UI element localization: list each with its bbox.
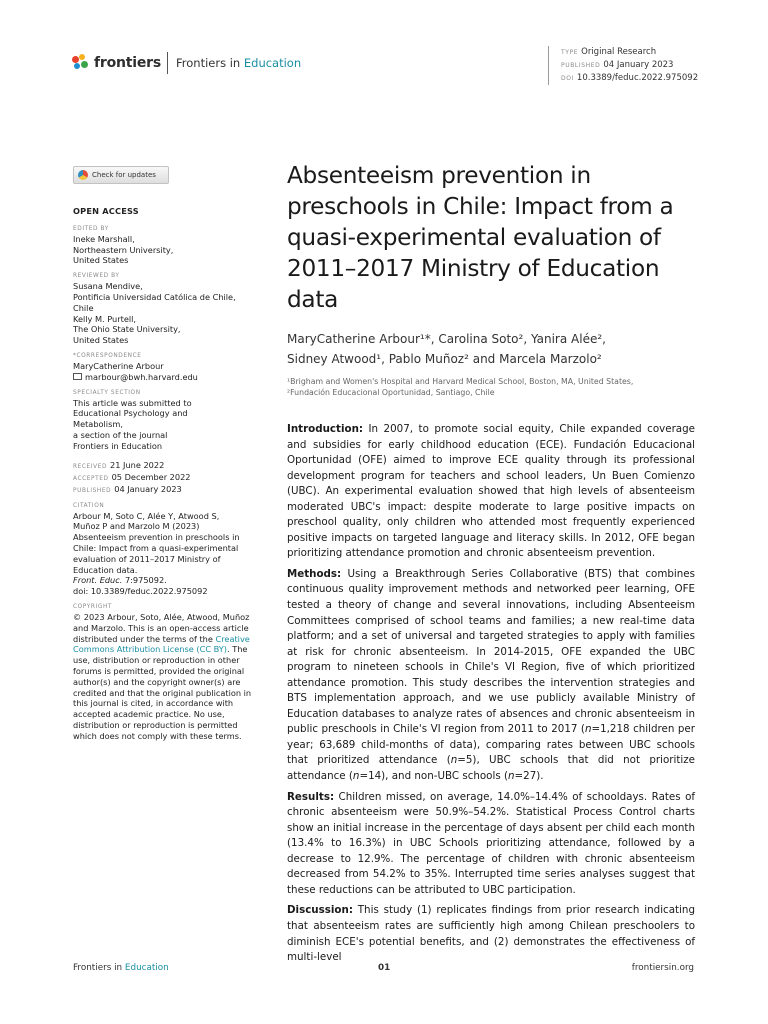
meta-type: TYPE Original Research — [561, 47, 657, 57]
correspondence: MaryCatherine Arbour marbour@bwh.harvard.edu — [73, 361, 253, 383]
check-updates-icon — [78, 170, 88, 180]
reviewed-by-label: REVIEWED BY — [73, 273, 120, 280]
frontiers-logo-icon — [72, 54, 90, 72]
license-link-2[interactable]: Commons Attribution License (CC BY) — [73, 644, 227, 655]
abstract-results: Results: Children missed, on average, 14.0%–14.4% of schooldays. Rates of chronic absenteeism were 50.9%–54.2%. Statistical Process Control charts show an initial increase in the percentage of days absent per child each month (13.4% to 16.3%) in UBC Schools prioritizing attendance, followed by a decrease to 12.9%. The percentage of children with chronic absenteeism decreased from 54.2% to 35%. Interrupted time series analyses suggest that these reductions can be attributed to UBC participation. — [287, 790, 695, 896]
meta-published: PUBLISHED 04 January 2023 — [561, 60, 674, 70]
dates: RECEIVED 21 June 2022 ACCEPTED 05 December 2022 PUBLISHED 04 January 2023 — [73, 459, 191, 494]
abstract-discussion: Discussion: This study (1) replicates findings from prior research indicating that absenteeism rates are sufficiently high among Chilean preschoolers to diminish ECE's potential benefits, and (2) demonstrates the effectiveness of multi-level — [287, 904, 695, 964]
meta-doi: DOI 10.3389/feduc.2022.975092 — [561, 73, 699, 83]
article — [287, 160, 695, 971]
authors: MaryCatherine Arbour¹*, Carolina Soto², Yanira Alée², Sidney Atwood¹, Pablo Muñoz² and Marcela Marzolo² — [287, 332, 606, 366]
journal-name[interactable]: Frontiers in Education — [167, 52, 301, 74]
affiliations: ¹Brigham and Women's Hospital and Harvard Medical School, Boston, MA, United States, ²Fundación Educacional Oportunidad, Santiago, Chile — [287, 377, 634, 397]
envelope-icon — [73, 373, 82, 380]
article-meta — [548, 46, 698, 85]
specialty-label: SPECIALTY SECTION — [73, 389, 141, 396]
citation: Arbour M, Soto C, Alée Y, Atwood S, Muñoz P and Marzolo M (2023) Absenteeism prevention in preschools in Chile: Impact from a quasi-experimental evaluation of 2011–2017 Ministry of Education data. Front. Educ. 7:975092. doi: 10.3389/feduc.2022.975092 — [73, 510, 240, 597]
logo-text: frontiers — [94, 55, 162, 71]
abstract-methods: Methods: Using a Breakthrough Series Collaborative (BTS) that combines continuous quality improvement methods and networked peer learning, OFE tested a theory of change and several innovations, including Absenteeism Committees comprised of school teams and families; a new real-time data platform; and a set of universal and targeted strategies to apply with families at risk for chronic absenteeism. In 2014-2015, OFE expanded the UBC program to nineteen schools in Chile's VI Region, five of which prioritized attendance promotion. This study describes the intervention strategies and BTS implementation approach, and we use publicly available Ministry of Education databases to analyze rates of absences and chronic absenteeism in public preschools in Chile's VI region from 2011 to 2017 (n=1,218 children per year; 63,689 child-months of data), comparing rates between UBC schools that prioritized attendance (n=5), UBC schools that did not prioritize attendance (n=14), and non-UBC schools (n=27). — [287, 567, 696, 783]
abstract-introduction: Introduction: In 2007, to promote social equity, Chile expanded coverage and subsidies for early childhood education (ECE). Fundación Educacional Oportunidad (OFE) aimed to improve ECE quality through its professional development program for teachers and school leaders, Un Buen Comienzo (UBC). An experimental evaluation showed that high levels of absenteeism moderated UBC's impact: despite moderate to large positive impacts on preschool quality, only children who attended most frequently experienced positive impacts on targeted language and literacy skills. In 2012, OFE began prioritizing attendance promotion and chronic absenteeism prevention. — [287, 423, 695, 560]
correspondence-label: *CORRESPONDENCE — [73, 352, 142, 359]
edited-by-label: EDITED BY — [73, 225, 109, 232]
specialty-section: This article was submitted to Educational Psychology and Metabolism, a section of the journal Frontiers in Education — [73, 397, 192, 451]
footer-journal[interactable]: Frontiers in Education — [73, 963, 169, 973]
page-number: 01 — [378, 963, 391, 973]
license-link[interactable]: Creative — [215, 633, 250, 644]
copyright-label: COPYRIGHT — [73, 603, 113, 610]
copyright: © 2023 Arbour, Soto, Alée, Atwood, Muñoz and Marzolo. This is an open-access article distributed under the terms of the Creative Commons Attribution License (CC BY). The use, distribution or reproduction in other forums is permitted, provided the original author(s) and the copyright owner(s) are credited and that the original publication in this journal is cited, in accordance with accepted academic practice. No use, distribution or reproduction is permitted which does not comply with these terms. — [73, 611, 252, 741]
sidebar — [73, 166, 253, 743]
article-title: Absenteeism prevention in preschools in Chile: Impact from a quasi-experimental evaluation of 2011–2017 Ministry of Education data — [287, 162, 674, 313]
check-for-updates-button[interactable]: Check for updates — [73, 166, 169, 184]
citation-label: CITATION — [73, 502, 105, 509]
frontiers-logo[interactable] — [72, 54, 161, 72]
footer-site-link[interactable]: frontiersin.org — [631, 963, 694, 973]
abstract — [287, 422, 695, 966]
open-access-label: OPEN ACCESS — [73, 206, 139, 216]
reviewed-by: Susana Mendive, Pontificia Universidad Católica de Chile, Chile Kelly M. Purtell, The Ohio State University, United States — [73, 281, 236, 346]
edited-by: Ineke Marshall, Northeastern University, United States — [73, 233, 174, 266]
email-link[interactable]: marbour@bwh.harvard.edu — [73, 372, 253, 383]
